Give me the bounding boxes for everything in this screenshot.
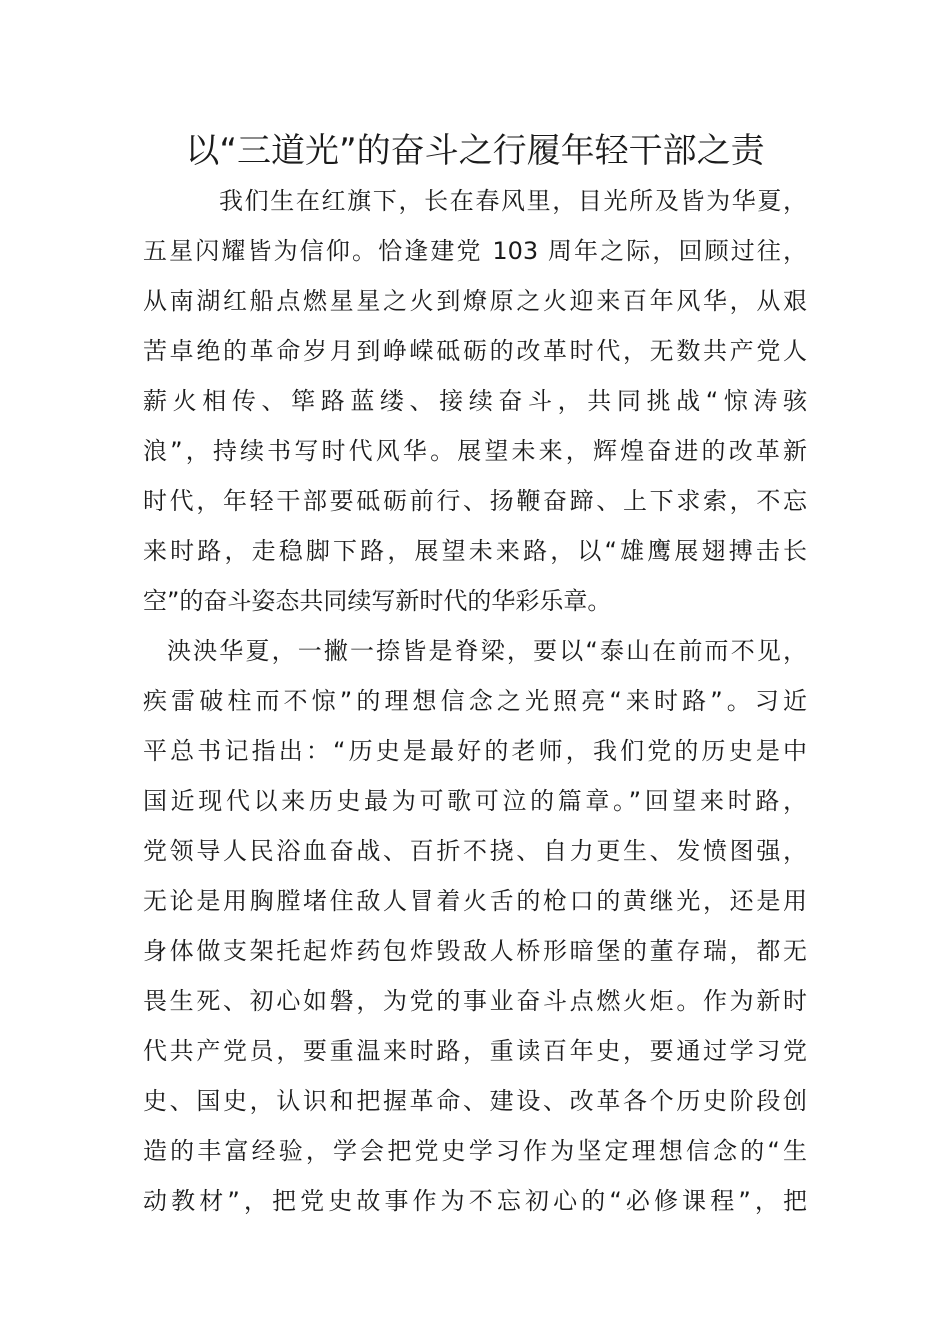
paragraph-line: 五星闪耀皆为信仰。恰逢建党 103 周年之际，回顾过往， — [143, 237, 807, 265]
paragraph-line: 身体做支架托起炸药包炸毁敌人桥形暗堡的董存瑞，都无 — [143, 937, 807, 965]
paragraph-line: 浪”，持续书写时代风华。展望未来，辉煌奋进的改革新 — [143, 437, 807, 465]
paragraph-line: 平总书记指出：“历史是最好的老师，我们党的历史是中 — [143, 737, 807, 765]
paragraph-line: 空”的奋斗姿态共同续写新时代的华彩乐章。 — [143, 587, 612, 615]
paragraph-line: 薪火相传、筚路蓝缕、接续奋斗，共同挑战“惊涛骇 — [143, 387, 807, 415]
paragraph-1 — [143, 176, 807, 626]
paragraph-line: 动教材”，把党史故事作为不忘初心的“必修课程”，把 — [143, 1187, 807, 1215]
paragraph-line: 党领导人民浴血奋战、百折不挠、自力更生、发愤图强， — [143, 837, 807, 865]
paragraph-line: 我们生在红旗下，长在春风里，目光所及皆为华夏， — [219, 187, 807, 215]
paragraph-line: 代共产党员，要重温来时路，重读百年史，要通过学习党 — [143, 1037, 807, 1065]
paragraph-line: 来时路，走稳脚下路，展望未来路，以“雄鹰展翅搏击长 — [143, 537, 807, 565]
paragraph-2 — [143, 626, 807, 1226]
paragraph-line: 时代，年轻干部要砥砺前行、扬鞭奋蹄、上下求索，不忘 — [143, 487, 807, 515]
paragraph-line: 疾雷破柱而不惊”的理想信念之光照亮“来时路”。习近 — [143, 687, 807, 715]
paragraph-line: 泱泱华夏，一撇一捺皆是脊梁，要以“泰山在前而不见， — [167, 637, 807, 665]
document-title: 以“三道光”的奋斗之行履年轻干部之责 — [185, 131, 765, 171]
paragraph-line: 从南湖红船点燃星星之火到燎原之火迎来百年风华，从艰 — [143, 287, 807, 315]
paragraph-line: 国近现代以来历史最为可歌可泣的篇章。”回望来时路， — [143, 787, 807, 815]
paragraph-line: 畏生死、初心如磐，为党的事业奋斗点燃火炬。作为新时 — [143, 987, 807, 1015]
paragraph-line: 史、国史，认识和把握革命、建设、改革各个历史阶段创 — [143, 1087, 807, 1115]
paragraph-line: 造的丰富经验，学会把党史学习作为坚定理想信念的“生 — [143, 1137, 807, 1165]
paragraph-line: 苦卓绝的革命岁月到峥嵘砥砺的改革时代，无数共产党人 — [143, 337, 807, 365]
paragraph-line: 无论是用胸膛堵住敌人冒着火舌的枪口的黄继光，还是用 — [143, 887, 807, 915]
